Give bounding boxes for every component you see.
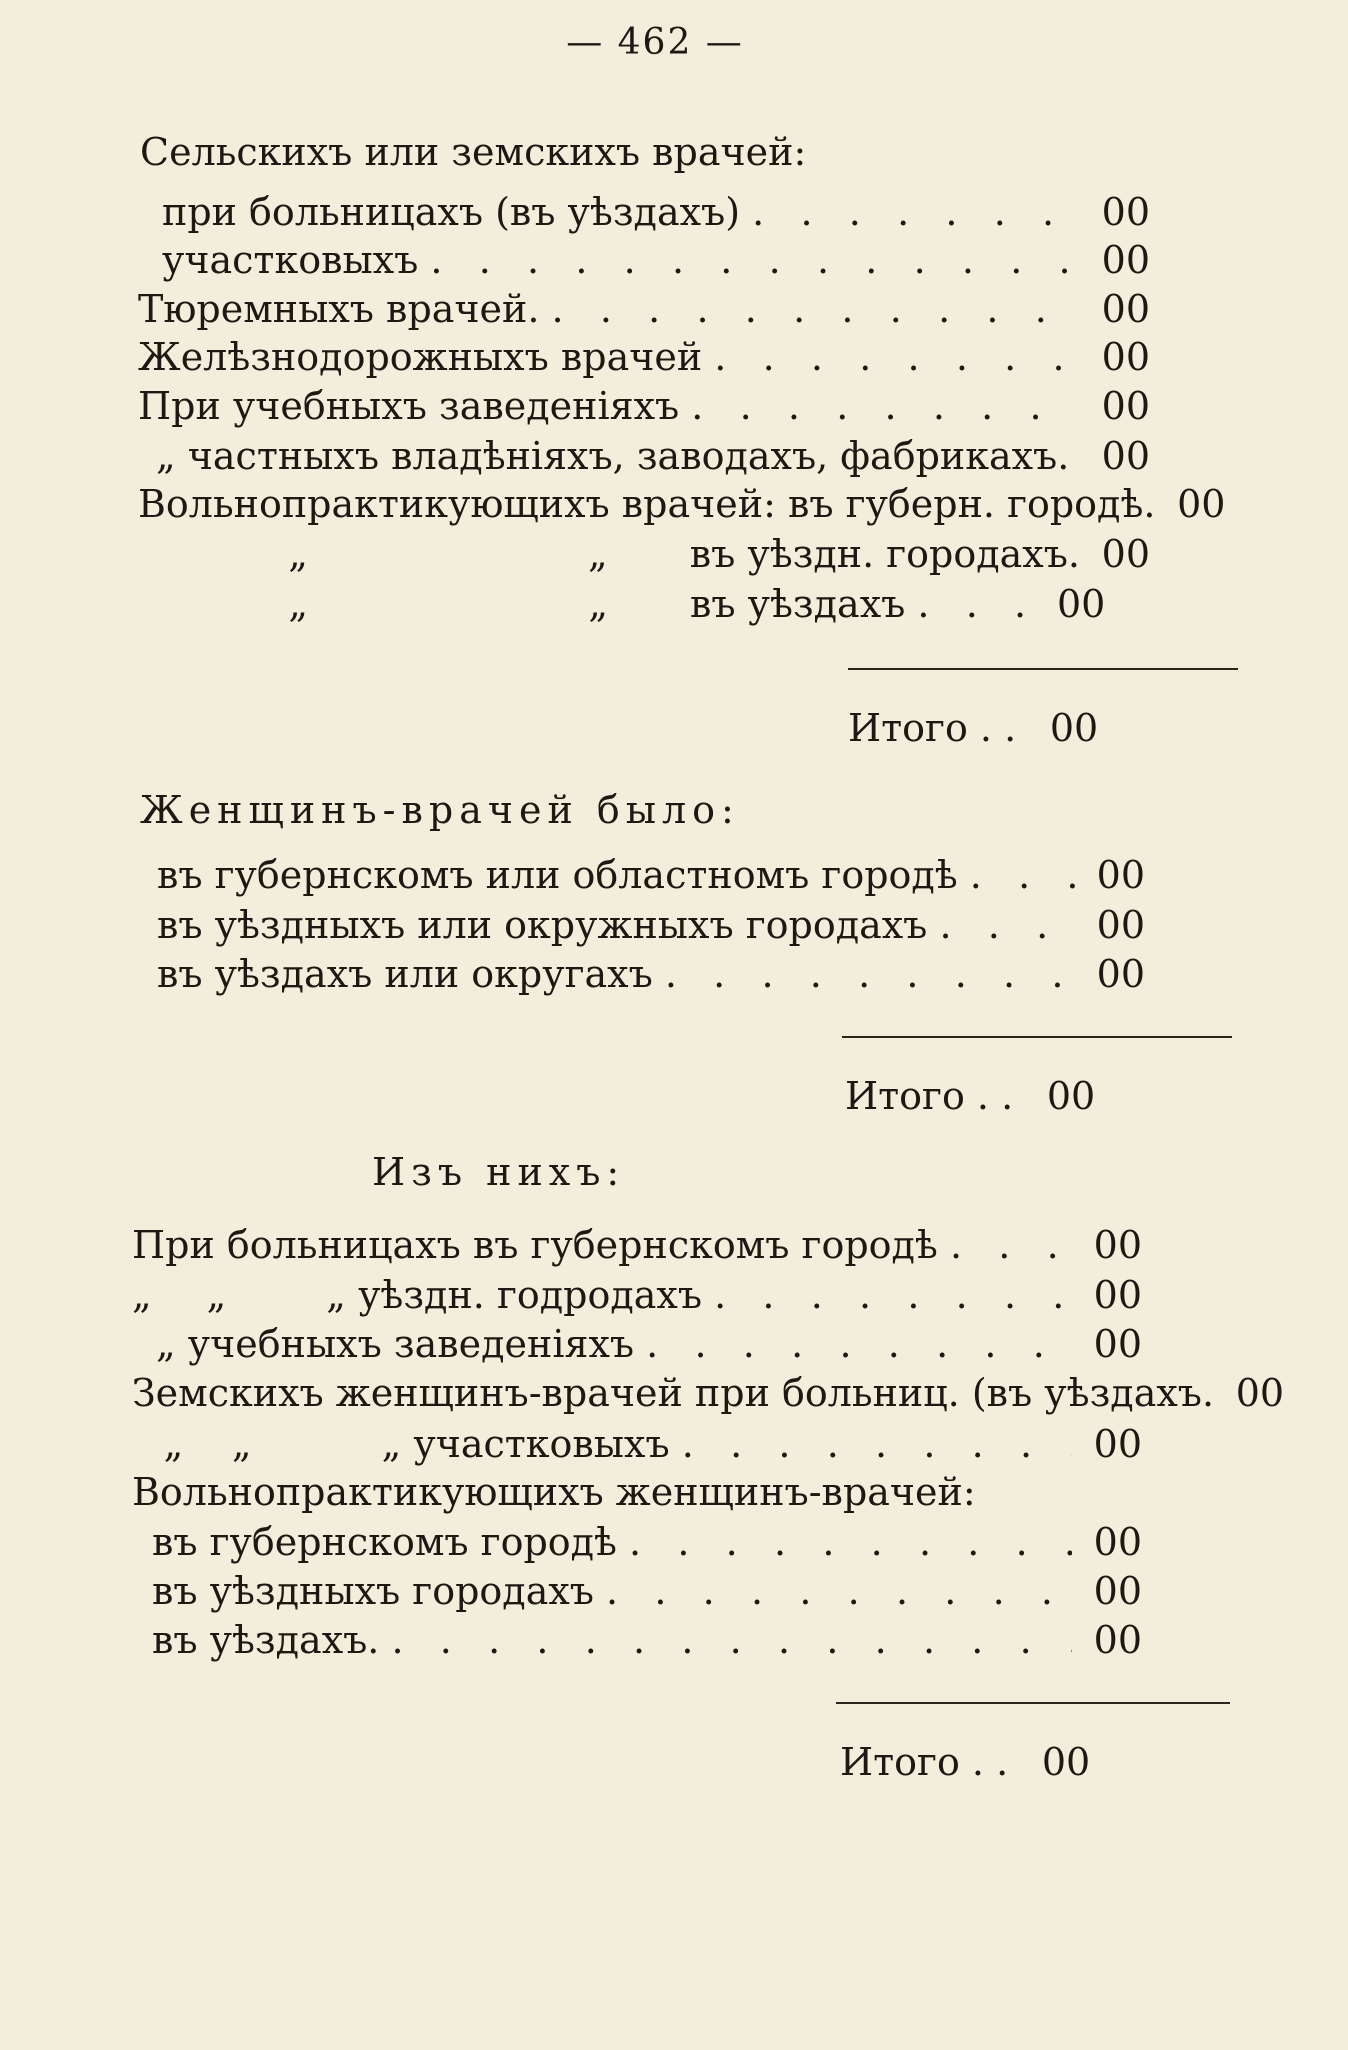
table-row: При больницахъ въ губернскомъ городѣ . . 00 (132, 1221, 1142, 1269)
table-row: При учебныхъ заведеніяхъ . . 00 (138, 382, 1150, 430)
total-row: Итого . . 00 (845, 1074, 1096, 1118)
table-row: „ „ въ уѣздн. городахъ. 00 (288, 532, 1150, 576)
table-row: „ „ „ участковыхъ . . 00 (132, 1420, 1142, 1468)
table-row: Тюремныхъ врачей. . . 00 (138, 285, 1150, 333)
total-rule (848, 668, 1238, 670)
total-rule (842, 1036, 1232, 1038)
section-heading-rural: Сельскихъ или земскихъ врачей: (140, 130, 807, 174)
table-row: въ уѣздахъ или округахъ . . 00 (157, 950, 1145, 998)
table-row: участковыхъ . . 00 (162, 236, 1150, 284)
leader-dots (679, 382, 1080, 430)
table-row: „ „ „ уѣздн. годродахъ . . 00 (132, 1271, 1142, 1319)
total-row: Итого . . 00 (840, 1740, 1091, 1784)
leader-dots (418, 236, 1080, 284)
table-row: въ уѣздныхъ или окружныхъ городахъ . . 00 (157, 901, 1145, 949)
table-row: въ губернскомъ или областномъ городѣ . . 00 (157, 851, 1145, 899)
table-row: Желѣзнодорожныхъ врачей . . 00 (138, 333, 1150, 381)
leader-dots (539, 285, 1080, 333)
section-heading-women: Женщинъ-врачей было: (140, 788, 740, 832)
table-row: при больницахъ (въ уѣздахъ) . . 00 (162, 188, 1150, 236)
table-row: „ частныхъ владѣніяхъ, заводахъ, фабрикахъ. 00 (156, 434, 1150, 478)
total-rule (836, 1702, 1230, 1704)
table-row: въ уѣздахъ. . . 00 (152, 1616, 1142, 1664)
leader-dots (740, 188, 1080, 236)
total-row: Итого . . 00 (848, 706, 1099, 750)
leader-dots (702, 333, 1080, 381)
table-row: въ уѣздныхъ городахъ . . 00 (152, 1567, 1142, 1615)
table-row: въ губернскомъ городѣ . . 00 (152, 1518, 1142, 1566)
sub-heading: Вольнопрактикующихъ женщинъ-врачей: (132, 1470, 976, 1514)
section-heading-of-them: Изъ нихъ: (372, 1150, 626, 1194)
page-number: — 462 — (566, 22, 744, 63)
table-row: „ учебныхъ заведеніяхъ . . 00 (132, 1320, 1142, 1368)
table-row: Земскихъ женщинъ-врачей при больниц. (въ уѣздахъ. 00 (132, 1371, 1285, 1415)
table-row: „ „ въ уѣздахъ . . 00 (138, 580, 1150, 628)
table-row: Вольнопрактикующихъ врачей: въ губерн. городѣ. 00 (138, 482, 1226, 526)
